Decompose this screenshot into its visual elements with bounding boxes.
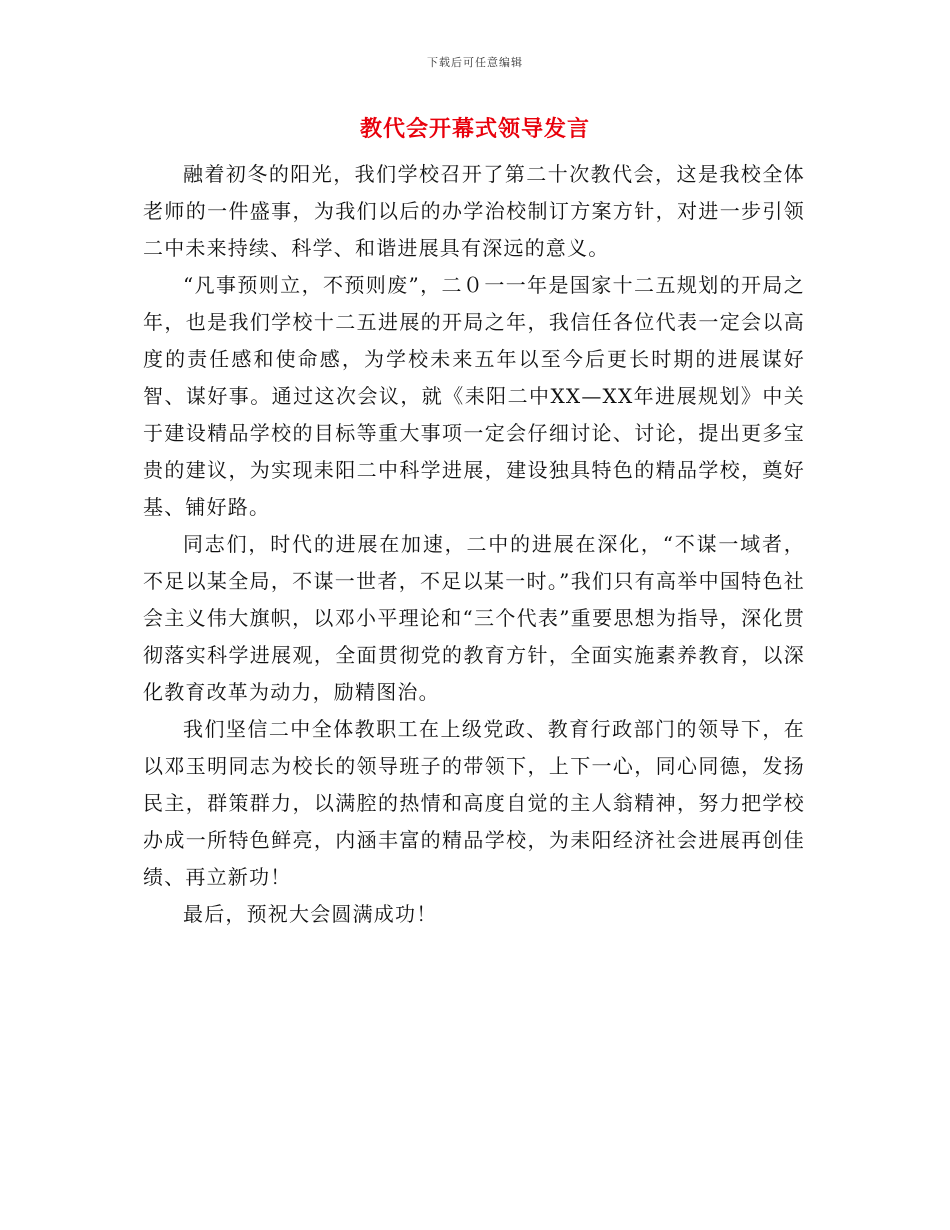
paragraph-1: 融着初冬的阳光，我们学校召开了第二十次教代会，这是我校全体老师的一件盛事，为我们以后的办学治校制订方案方针，对进一步引领二中未来持续、科学、和谐进展具有深远的意义。: [143, 162, 805, 260]
document-body: [143, 156, 805, 933]
paragraph-2: “凡事预则立，不预则废”，二０一一年是国家十二五规划的开局之年，也是我们学校十二五进展的开局之年，我信任各位代表一定会以高度的责任感和使命感，为学校未来五年以至今后更长时期的进展谋好智、谋好事。通过这次会议，就《耒阳二中XX—XX年进展规划》中关于建设精品学校的目标等重大事项一定会仔细讨论、讨论，提出更多宝贵的建议，为实现耒阳二中科学进展，建设独具特色的精品学校，奠好基、铺好路。: [143, 273, 805, 519]
document-title: 教代会开幕式领导发言: [359, 116, 590, 142]
paragraph-3: 同志们，时代的进展在加速，二中的进展在深化，“不谋一域者，不足以某全局，不谋一世者，不足以某一时。”我们只有高举中国特色社会主义伟大旗帜，以邓小平理论和“三个代表”重要思想为指导，深化贯彻落实科学进展观，全面贯彻党的教育方针，全面实施素养教育，以深化教育改革为动力，励精图治。: [143, 532, 805, 704]
paragraph-5: 最后，预祝大会圆满成功！: [183, 902, 438, 926]
paragraph-4: 我们坚信二中全体教职工在上级党政、教育行政部门的领导下，在以邓玉明同志为校长的领导班子的带领下，上下一心，同心同德，发扬民主，群策群力，以满腔的热情和高度自觉的主人翁精神，努力把学校办成一所特色鲜亮，内涵丰富的精品学校，为耒阳经济社会进展再创佳绩、再立新功！: [143, 717, 805, 889]
header-note: 下载后可任意编辑: [427, 56, 523, 69]
